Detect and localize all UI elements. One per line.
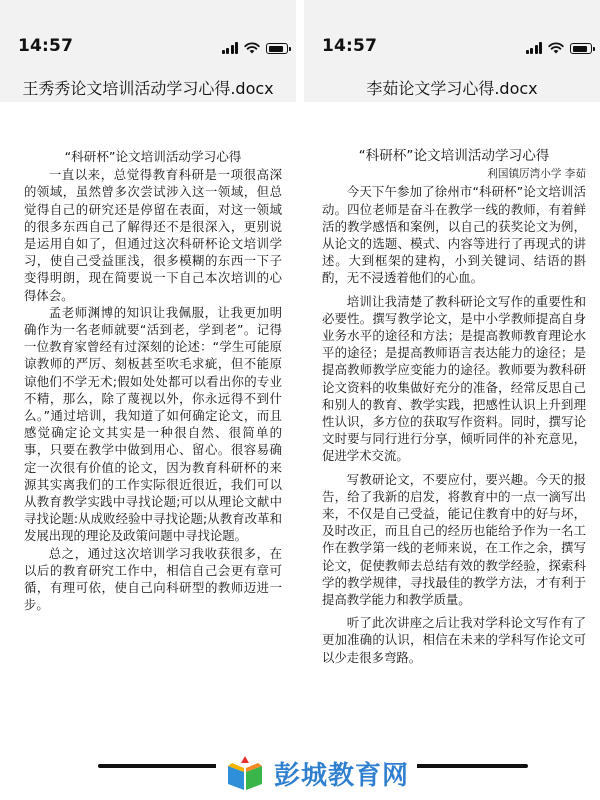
document-content (322, 148, 586, 672)
status-icons (526, 40, 593, 54)
document-paragraph: 总之，通过这次培训学习我收获很多，在以后的教育研究工作中，相信自己会更有章可循，有理可依，使自己向科研型的教师迈进一步。 (24, 545, 282, 613)
document-content (24, 148, 282, 613)
cellular-signal-icon (526, 42, 543, 54)
home-indicator[interactable] (400, 764, 528, 768)
site-watermark (216, 750, 417, 796)
battery-icon (266, 43, 288, 54)
battery-icon (570, 43, 592, 54)
document-paragraph: 听了此次讲座之后让我对学科论文写作有了更加准确的认识，相信在未来的学科写作论文可以少走很多弯路。 (322, 615, 586, 665)
wifi-icon (548, 42, 564, 54)
left-document-screen (0, 0, 296, 800)
status-time: 14:57 (322, 36, 378, 56)
document-file-name: 李茹论文学习心得.docx (366, 79, 538, 98)
document-file-name: 王秀秀论文培训活动学习心得.docx (22, 79, 274, 98)
document-paragraph: 孟老师渊博的知识让我佩服，让我更加明确作为一名老师就要“活到老，学到老”。记得一位教育家曾经有过深刻的论述：“学生可能原谅教师的严厉、刻板甚至吹毛求疵，但不能原谅他们不学无术;假如处处都可以看出你的专业不精，那么，除了蔑视以外，你永远得不到什么。”通过培训，我知道了如何确定论文，而且感觉确定论文其实是一种很自然、很简单的事，只要在教学中做到用心、留心。很容易确定一次很有价值的论文，因为教育科研杯的来源其实离我们的工作实际很近很近，我们可以从教育教学实践中寻找论题;可以从理论文献中寻找论题:从成败经验中寻找论题;从教育改革和发展出现的理论及政策问题中寻找论题。 (24, 304, 282, 544)
right-document-screen (304, 0, 600, 800)
cellular-signal-icon (222, 42, 239, 54)
watermark-site-name: 彭城教育网 (274, 760, 410, 791)
document-author: 利国镇厉湾小学 李茹 (487, 168, 586, 181)
status-time: 14:57 (18, 36, 74, 56)
document-paragraph: 写教研论文，不要应付，要兴趣。今天的报告，给了我新的启发，将教育中的一点一滴写出来，不仅是自己受益，能记住教育中的好与坏，及时改正，而且自己的经历也能给予作为一名工作在教学第一线的老师来说，在工作之余，撰写论文，促使教师去总结有效的教学经验，探索科学的教学规律，寻找最佳的教学方法，才有利于提高教学能力和教学质量。 (322, 471, 586, 608)
status-bar (0, 0, 296, 28)
status-bar (304, 0, 600, 28)
document-heading: “科研杯”论文培训活动学习心得 (358, 148, 550, 164)
status-icons (222, 40, 289, 54)
document-paragraph: 培训让我清楚了教科研论文写作的重要性和必要性。撰写教学论文，是中小学教师提高自身业务水平的途径和方法；是提高教师教育理论水平的途径；是提高教师语言表达能力的途径；是提高教师教学应变能力的途径。教师要为教科研论文资料的收集做好充分的准备，经常反思自己和别人的教育、教学实践，把感性认识上升到理性认识，多方位的获取写作资料。同时，撰写论文时要与同行进行分享，倾听同伴的补充意见，促进学术交流。 (322, 293, 586, 464)
wifi-icon (244, 42, 260, 54)
document-paragraph: 今天下午参加了徐州市“科研杯”论文培训活动。四位老师是奋斗在教学一线的教师，有着鲜活的教学感悟和案例，以自己的获奖论文为例，从论文的选题、模式、内容等进行了再现式的讲述。大到框架的建构，小到关键词、结语的斟酌，无不浸透着他们的心血。 (322, 184, 586, 286)
home-indicator[interactable] (98, 764, 226, 768)
document-heading: “科研杯”论文培训活动学习心得 (64, 149, 242, 164)
open-book-logo-icon (224, 752, 266, 794)
document-paragraph: 一直以来，总觉得教育科研是一项很高深的领域，虽然曾多次尝试涉入这一领域，但总觉得自己的研究还是停留在表面，对这一领域的很多东西自己了解得还不是很深入，更别说是运用自如了，但通过这次科研杯论文培训学习，使自己受益匪浅，很多模糊的东西一下子变得明朗，现在简要说一下自己本次培训的心得体会。 (24, 167, 282, 303)
